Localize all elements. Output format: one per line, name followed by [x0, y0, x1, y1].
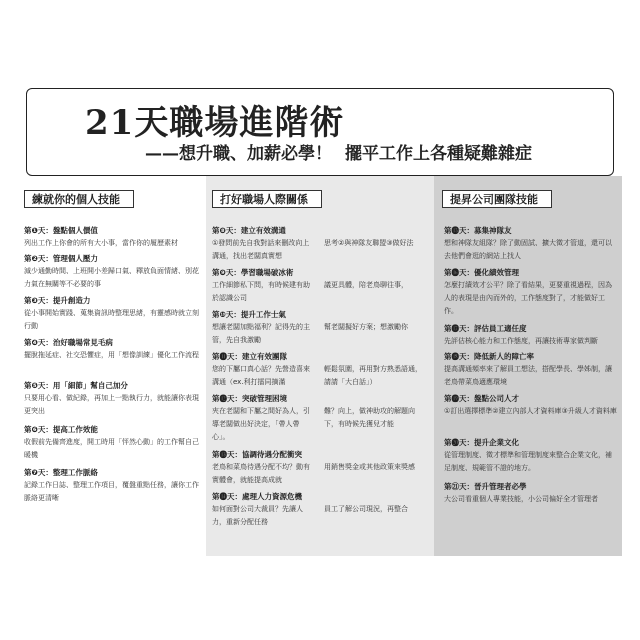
list-item	[24, 336, 202, 362]
item-desc-right: 用銷售獎金或其他政策來獎感	[324, 463, 415, 471]
item-desc: 想和神隊友組隊？除了動固試、擴大徵才管道，還可以去他們會逛的網站上找人	[444, 239, 612, 260]
column-personal-skills	[18, 176, 206, 556]
item-day: 第❸天：提升創造力	[24, 296, 91, 305]
item-day: 第⓴天：提升企業文化	[444, 438, 519, 447]
item-desc: 怎麼打績效才公平？除了看結果，更要重視過程，因為人的表現是由內而外的，工作態度對了，才能做好工作。	[444, 281, 612, 315]
list-item	[444, 350, 618, 389]
page-subtitle-secondary: 擺平工作上各種疑難雜症	[345, 144, 532, 164]
list-item	[212, 392, 428, 444]
list-item	[444, 266, 618, 318]
page-subtitle: ——想升職、加薪必學！	[145, 144, 332, 164]
list-item	[444, 224, 618, 263]
list-item	[24, 224, 202, 250]
item-desc-right: 幫老闆擬好方案；想激勵你	[324, 323, 408, 331]
page-title: 21天職場進階術	[85, 103, 345, 143]
item-desc-right: 員工了解公司現況，再整合	[324, 505, 408, 513]
item-desc: 從管理制度、徵才標準和管理制度來整合企業文化，補足制度、規範管不證的地方。	[444, 451, 612, 472]
column-team-skills	[434, 176, 622, 556]
item-desc-left: 老鳥和菜鳥待遇分配不均？動有實體會，就能提高成就	[212, 463, 310, 484]
item-desc-right: 思考②與神隊友聯盟③做好法	[324, 239, 414, 247]
item-day: 第⓭天：協調待遇分配衝突	[212, 450, 302, 459]
item-day: 第⓱天：評估員工適任度	[444, 324, 527, 333]
item-desc: 減少通勤時間、上班開小差歸口氣、釋放負面情緒、別花力氣在無關等不必要的事	[24, 267, 199, 288]
column-heading: 打好職場人際關係	[212, 190, 322, 208]
item-day: 第❶天：盤點個人價值	[24, 226, 98, 235]
list-item	[444, 392, 618, 418]
item-desc: 大公司看重個人專業技能，小公司偏好全才管理者	[444, 495, 598, 503]
list-item	[444, 322, 618, 348]
list-item	[212, 224, 428, 263]
column-heading: 練就你的個人技能	[24, 190, 134, 208]
item-day: 第❾天：學習職場破冰術	[212, 268, 294, 277]
column-workplace-relations	[206, 176, 434, 556]
item-desc-right: 難？向上，做神助攻的解題向下，有時候先獲兒才能	[324, 407, 415, 428]
item-day: 第❷天：管理個人壓力	[24, 254, 98, 263]
item-desc-left: 您的下屬口真心話？先營造喜來溝通（ex.利打擂同摘滿	[212, 365, 310, 386]
item-day: 第❺天：用「細節」幫自己加分	[24, 381, 128, 390]
item-day: 第❽天：建立有效溝通	[212, 226, 286, 235]
item-desc: 列出工作上你會的所有大小事，當作你的履歷素材	[24, 239, 178, 247]
list-item	[212, 350, 428, 389]
item-desc-right: 輕鬆氛圍，再用對方熟悉語通，請請「大白話」）	[324, 365, 422, 386]
item-desc-left: 工作細節私下問，有時候建有助於認識公司	[212, 281, 310, 302]
list-item	[24, 294, 202, 333]
title-box	[26, 88, 614, 176]
list-item	[444, 480, 618, 506]
item-day: 第❹天：治好職場常見毛病	[24, 338, 113, 347]
list-item	[24, 423, 202, 462]
list-item	[212, 490, 428, 529]
item-day: 第㉑天：晉升管理者必學	[444, 482, 527, 491]
item-day: 第❼天：整理工作脈絡	[24, 468, 98, 477]
item-desc: 記錄工作日誌、整理工作項目，覆盤重點任務，讓你工作脈絡更清晰	[24, 481, 199, 502]
item-day: 第⓫天：建立有效團隊	[212, 352, 287, 361]
item-desc: 提高溝通頻率來了解員工想法，搭配學長、學姊制，讓老鳥帶菜鳥適應環境	[444, 365, 612, 386]
item-desc: 先評估核心能力和工作態度，再讓技術專家做判斷	[444, 337, 598, 345]
item-desc-right: 議更具體，陪老鳥聊往事，	[324, 281, 408, 289]
item-desc-left: 想讓老闆加點福利？記得先的主管，先自我激勵	[212, 323, 310, 344]
item-desc: 收假前先備齊進度，開工時用「怦然心動」的工作幫自己暖機	[24, 438, 199, 459]
item-day: 第❻天：提高工作效能	[24, 425, 98, 434]
item-day: 第⓲天：降低新人的障亡率	[444, 352, 534, 361]
item-day: 第❿天：提升工作士氣	[212, 310, 286, 319]
column-heading: 提昇公司團隊技能	[442, 190, 552, 208]
item-desc-left: 如何面對公司大裁員？先讓人力，重新分配任務	[212, 505, 303, 526]
item-desc: 只要用心看、做紀錄，再加上一點執行力，就能讓你表現更突出	[24, 394, 199, 415]
list-item	[444, 436, 618, 475]
item-desc-left: ①發問前先自我對話來刪改向上溝通，找出老闆真實想	[212, 239, 310, 260]
list-item	[212, 266, 428, 305]
item-desc: 從小事開始實踐、蒐集資訊時整理思緒，有靈感時就立刻行動	[24, 309, 199, 330]
list-item	[24, 466, 202, 505]
list-item	[24, 379, 202, 418]
item-desc: ①訂出選擇標準②建立內部人才資料庫③升級人才資料庫	[444, 407, 617, 415]
item-desc: 擺脫拖延症、社交恐懼症，用「想像訓練」優化工作流程	[24, 351, 199, 359]
item-desc-left: 夾在老闆和下屬之間好為人，引導老闆做出好決定，「帶人帶心」。	[212, 407, 310, 441]
item-day: 第⓳天：盤點公司人才	[444, 394, 519, 403]
list-item	[212, 448, 428, 487]
item-day: 第⓯天：募集神隊友	[444, 226, 512, 235]
item-day: 第⓰天：優化績效管理	[444, 268, 519, 277]
list-item	[212, 308, 428, 347]
item-day: 第⓮天：處理人力資源危機	[212, 492, 302, 501]
list-item	[24, 252, 202, 291]
item-day: 第⓬天：突破管理困境	[212, 394, 287, 403]
